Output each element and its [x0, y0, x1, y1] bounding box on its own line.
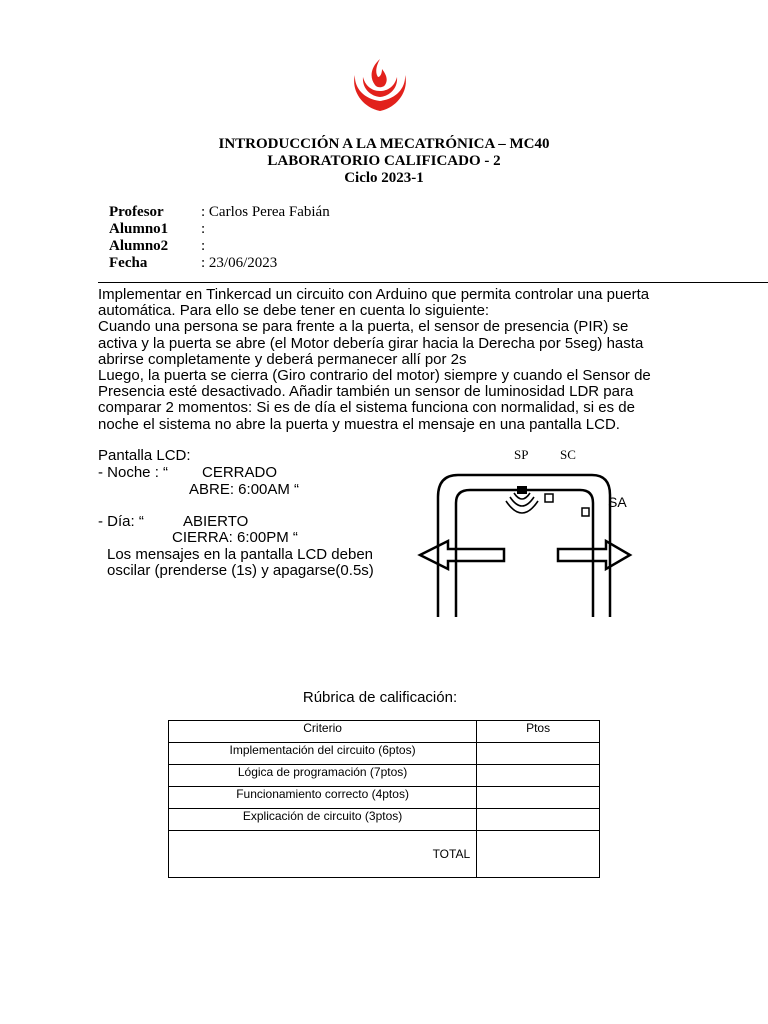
cycle-title: Ciclo 2023-1 [344, 170, 424, 186]
paragraph-line: automática. Para ello se debe tener en cuenta lo siguiente: [98, 302, 490, 320]
rubric-table [168, 720, 600, 878]
table-row [169, 787, 600, 809]
paragraph-line: activa y la puerta se abre (el Motor debería girar hacia la Derecha por 5seg) hasta [98, 334, 644, 352]
sa-sensor-icon [582, 508, 589, 516]
criterio-cell: Funcionamiento correcto (4ptos) [169, 787, 477, 809]
lab-title: LABORATORIO CALIFICADO - 2 [267, 153, 501, 169]
ptos-cell [477, 787, 600, 809]
total-row [169, 831, 600, 878]
paragraph-line: abrirse completamente y deberá permanecer allí por 2s [98, 350, 467, 368]
pir-sensor-waves-icon [506, 493, 538, 513]
criterio-cell: Implementación del circuito (6ptos) [169, 743, 477, 765]
info-label: Profesor [109, 204, 164, 220]
paragraph-line: Implementar en Tinkercad un circuito con Arduino que permita controlar una puerta [98, 286, 650, 303]
total-ptos-cell [477, 831, 600, 878]
divider [98, 282, 768, 283]
sc-label: SC [560, 447, 576, 462]
course-title: INTRODUCCIÓN A LA MECATRÓNICA – MC40 [218, 136, 550, 152]
instructions-paragraph [98, 287, 668, 433]
header-criterio: Criterio [169, 721, 477, 743]
info-value: : Carlos Perea Fabián [201, 204, 330, 220]
lcd-heading: Pantalla LCD: [98, 447, 191, 464]
sc-sensor-icon [545, 494, 553, 502]
door-frame-inner [456, 490, 593, 617]
info-value: : [201, 238, 206, 254]
table-row [169, 743, 600, 765]
info-label: Alumno2 [109, 238, 169, 254]
automatic-door-diagram [416, 445, 636, 625]
header-ptos: Ptos [477, 721, 600, 743]
table-row [169, 765, 600, 787]
total-label: TOTAL [169, 831, 477, 878]
dia-label: - Día: “ [98, 513, 144, 530]
ptos-cell [477, 765, 600, 787]
paragraph-line: comparar 2 momentos: Si es de día el sistema funciona con normalidad, si es de [98, 399, 635, 417]
paragraph-line: Presencia esté desactivado. Añadir también un sensor de luminosidad LDR para [98, 383, 634, 401]
paragraph-line: Luego, la puerta se cierra (Giro contrario del motor) siempre y cuando el Sensor de [98, 367, 651, 385]
info-value: : [201, 221, 206, 237]
paragraph-line: Cuando una persona se para frente a la puerta, el sensor de presencia (PIR) se [98, 318, 629, 336]
ptos-cell [477, 743, 600, 765]
rubric-title: Rúbrica de calificación: [302, 689, 458, 706]
upc-flame-logo-icon [349, 55, 411, 113]
ptos-cell [477, 809, 600, 831]
criterio-cell: Explicación de circuito (3ptos) [169, 809, 477, 831]
noche-label: - Noche : “ [98, 464, 169, 481]
dia-message-line2: CIERRA: 6:00PM “ [172, 529, 298, 546]
left-arrow-icon [420, 541, 504, 569]
info-label: Fecha [109, 255, 148, 271]
sa-label: SA [608, 494, 627, 510]
paragraph-line: noche el sistema no abre la puerta y muestra el mensaje en una pantalla LCD. [98, 415, 620, 433]
door-frame-outer [438, 475, 610, 617]
lcd-note-line1: Los mensajes en la pantalla LCD deben [107, 546, 374, 563]
dia-message-line1: ABIERTO [183, 513, 249, 530]
sp-label: SP [514, 447, 529, 462]
table-row [169, 809, 600, 831]
noche-message-line2: ABRE: 6:00AM “ [189, 481, 300, 498]
noche-message-line1: CERRADO [202, 464, 278, 481]
pir-sensor-icon [517, 486, 527, 494]
table-header-row [169, 721, 600, 743]
info-label: Alumno1 [109, 221, 169, 237]
info-value: : 23/06/2023 [201, 255, 278, 271]
lcd-note-line2: oscilar (prenderse (1s) y apagarse(0.5s) [107, 562, 374, 579]
criterio-cell: Lógica de programación (7ptos) [169, 765, 477, 787]
